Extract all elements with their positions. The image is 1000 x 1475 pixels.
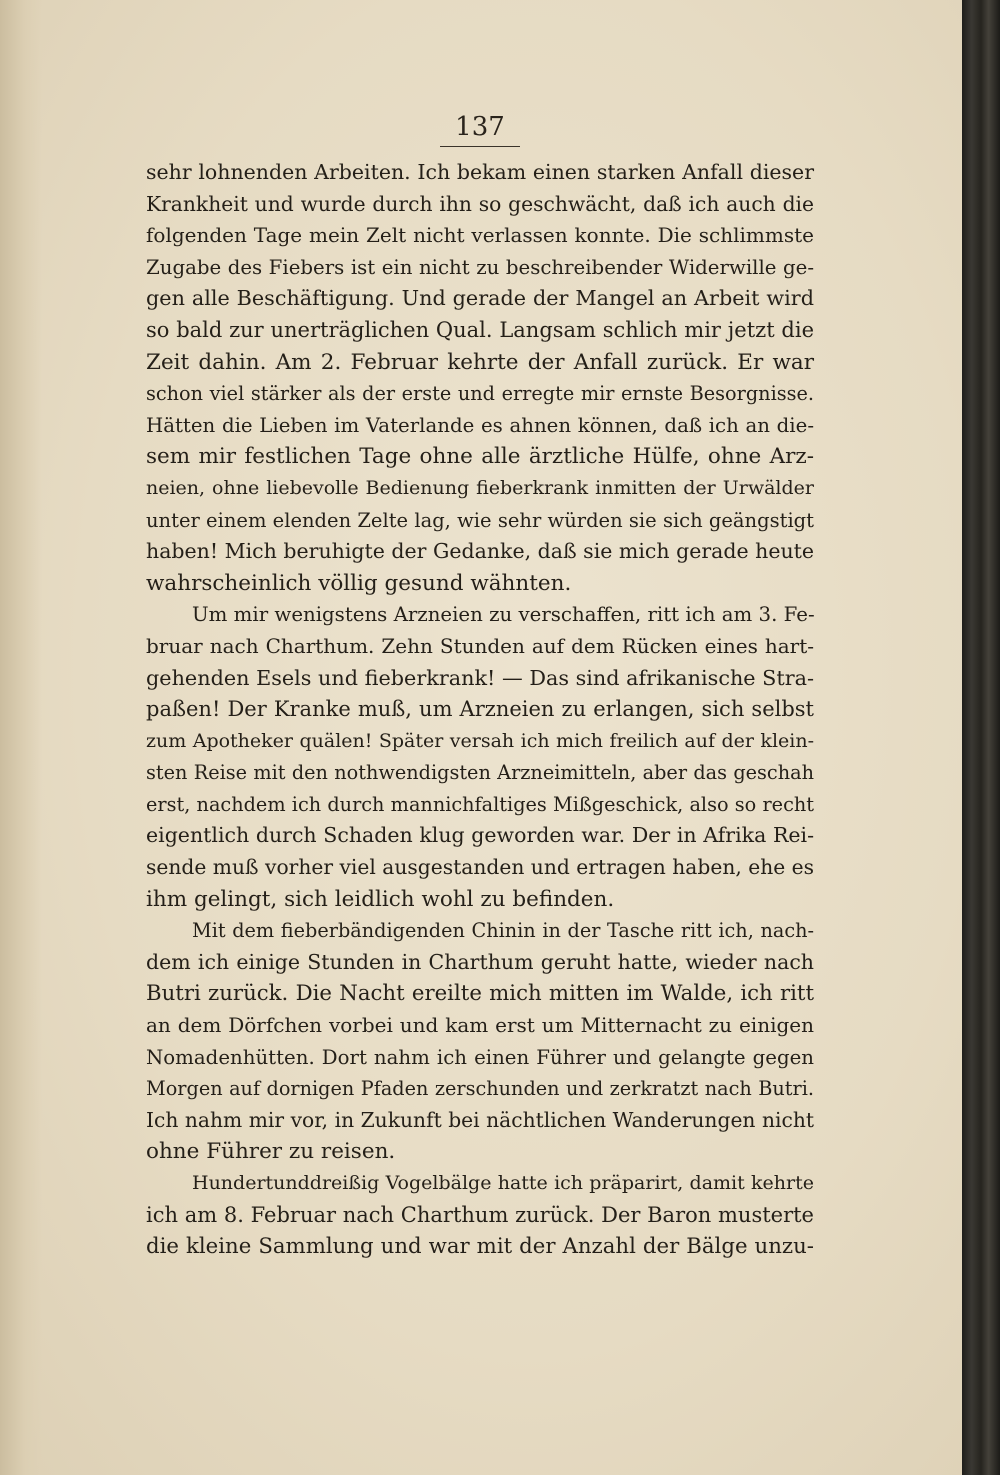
- text-line: gehenden Esels und fieberkrank! — Das sind afrikanische Stra-: [146, 665, 815, 690]
- text-line: Zeit dahin. Am 2. Februar kehrte der Anfall zurück. Er war: [146, 349, 814, 375]
- text-line: sende muß vorher viel ausgestanden und ertragen haben, ehe es: [146, 855, 815, 880]
- text-line: ihm gelingt, sich leidlich wohl zu befinden.: [146, 886, 615, 912]
- text-line: so bald zur unerträglichen Qual. Langsam schlich mir jetzt die: [146, 317, 814, 342]
- text-line: sehr lohnenden Arbeiten. Ich bekam einen starken Anfall dieser: [146, 160, 814, 184]
- text-line: Nomadenhütten. Dort nahm ich einen Führer und gelangte gegen: [146, 1045, 814, 1069]
- text-line: sem mir festlichen Tage ohne alle ärztliche Hülfe, ohne Arz-: [146, 444, 814, 470]
- text-line: Morgen auf dornigen Pfaden zerschunden und zerkratzt nach Butri.: [146, 1077, 814, 1101]
- text-line: wahrscheinlich völlig gesund wähnten.: [146, 570, 572, 596]
- text-line: Hätten die Lieben im Vaterlande es ahnen können, daß ich an die-: [146, 413, 814, 437]
- text-line: ich am 8. Februar nach Charthum zurück. Der Baron musterte: [146, 1202, 814, 1227]
- text-line: folgenden Tage mein Zelt nicht verlassen konnte. Die schlimmste: [146, 223, 814, 248]
- text-line: ohne Führer zu reisen.: [146, 1139, 396, 1165]
- page-gutter-shadow: [0, 0, 42, 1475]
- text-line: Mit dem fieberbändigenden Chinin in der Tasche ritt ich, nach-: [192, 919, 814, 943]
- text-line: die kleine Sammlung und war mit der Anzahl der Bälge unzu-: [146, 1234, 814, 1260]
- book-edge: [962, 0, 1000, 1475]
- text-line: zum Apotheker quälen! Später versah ich mich freilich auf der klein-: [146, 729, 814, 752]
- text-line: bruar nach Charthum. Zehn Stunden auf dem Rücken eines hart-: [146, 633, 814, 658]
- text-line: unter einem elenden Zelte lag, wie sehr würden sie sich geängstigt: [146, 508, 814, 532]
- text-line: an dem Dörfchen vorbei und kam erst um Mitternacht zu einigen: [146, 1013, 814, 1038]
- text-line: sten Reise mit den nothwendigsten Arzneimitteln, aber das geschah: [146, 761, 814, 785]
- body-text: [146, 157, 814, 1263]
- text-line: Butri zurück. Die Nacht ereilte mich mitten im Walde, ich ritt: [146, 981, 814, 1007]
- page-number: 137: [440, 112, 520, 147]
- text-line: Ich nahm mir vor, in Zukunft bei nächtlichen Wanderungen nicht: [146, 1107, 814, 1132]
- text-line: erst, nachdem ich durch mannichfaltiges Mißgeschick, also so recht: [146, 792, 814, 816]
- text-line: neien, ohne liebevolle Bedienung fieberkrank inmitten der Urwälder: [146, 476, 814, 499]
- text-line: gen alle Beschäftigung. Und gerade der Mangel an Arbeit wird: [146, 286, 814, 311]
- text-line: paßen! Der Kranke muß, um Arzneien zu erlangen, sich selbst: [146, 697, 814, 722]
- text-line: schon viel stärker als der erste und erregte mir ernste Besorgnisse.: [146, 382, 814, 406]
- text-line: Krankheit und wurde durch ihn so geschwächt, daß ich auch die: [146, 191, 814, 216]
- text-line: Hundertunddreißig Vogelbälge hatte ich präparirt, damit kehrte: [192, 1172, 814, 1194]
- text-line: Um mir wenigstens Arzneien zu verschaffen, ritt ich am 3. Fe-: [192, 603, 815, 627]
- text-line: Zugabe des Fiebers ist ein nicht zu beschreibender Widerwille ge-: [146, 255, 814, 279]
- text-line: eigentlich durch Schaden klug geworden war. Der in Afrika Rei-: [146, 823, 814, 848]
- text-line: haben! Mich beruhigte der Gedanke, daß sie mich gerade heute: [146, 539, 815, 564]
- text-line: dem ich einige Stunden in Charthum geruht hatte, wieder nach: [146, 949, 814, 974]
